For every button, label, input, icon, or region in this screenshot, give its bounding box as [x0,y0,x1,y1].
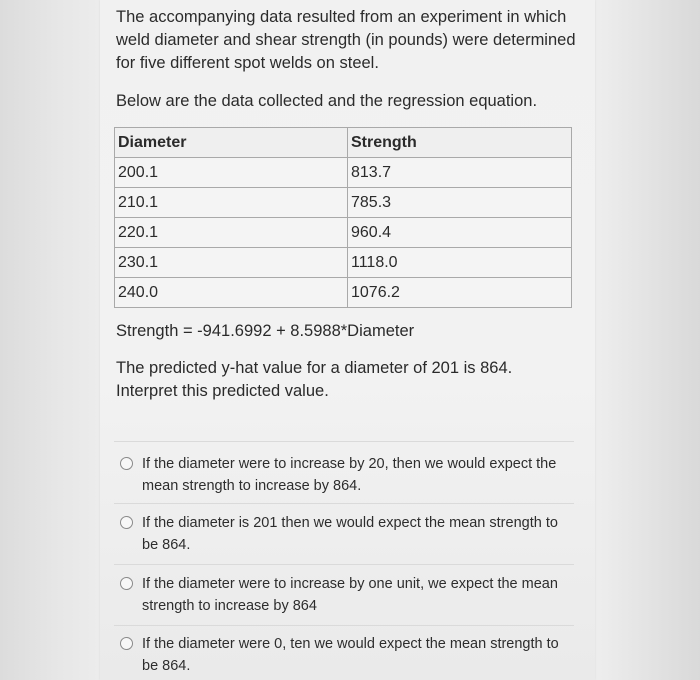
column-header-diameter: Diameter [115,128,348,158]
table-header-row [115,128,572,158]
divider [114,564,574,565]
diameter-cell: 230.1 [115,248,348,278]
strength-cell: 813.7 [348,158,572,188]
strength-cell: 1076.2 [348,278,572,308]
table-row [115,248,572,278]
table-row [115,158,572,188]
answer-option-label: If the diameter is 201 then we would expect the mean strength to be 864. [142,515,558,553]
divider [114,625,574,626]
answer-option-4[interactable] [120,633,570,677]
question-intro: The accompanying data resulted from an experiment in which weld diameter and shear strength (in pounds) were determined for five different spot welds on steel. [116,8,576,72]
answer-option-label: If the diameter were to increase by 20, then we would expect the mean strength to increase by 864. [142,456,557,494]
answer-option-3[interactable] [120,573,570,617]
divider [114,503,574,504]
diameter-cell: 220.1 [115,218,348,248]
strength-cell: 785.3 [348,188,572,218]
table-row [115,278,572,308]
radio-button-icon[interactable] [120,637,133,650]
answer-option-2[interactable] [120,512,570,556]
radio-button-icon[interactable] [120,516,133,529]
diameter-cell: 240.0 [115,278,348,308]
diameter-cell: 200.1 [115,158,348,188]
divider [114,441,574,442]
table-row [115,218,572,248]
column-header-strength: Strength [348,128,572,158]
data-table [114,127,572,308]
diameter-cell: 210.1 [115,188,348,218]
question-subhead: Below are the data collected and the regression equation. [116,92,538,110]
answer-option-label: If the diameter were 0, ten we would expect the mean strength to be 864. [142,636,559,674]
regression-equation: Strength = -941.6992 + 8.5988*Diameter [116,322,415,340]
answer-option-label: If the diameter were to increase by one unit, we expect the mean strength to increase by 864 [142,576,558,614]
answer-option-1[interactable] [120,453,570,497]
question-prompt: The predicted y-hat value for a diameter of 201 is 864. Interpret this predicted value. [116,359,513,400]
radio-button-icon[interactable] [120,457,133,470]
strength-cell: 960.4 [348,218,572,248]
table-row [115,188,572,218]
strength-cell: 1118.0 [348,248,572,278]
radio-button-icon[interactable] [120,577,133,590]
